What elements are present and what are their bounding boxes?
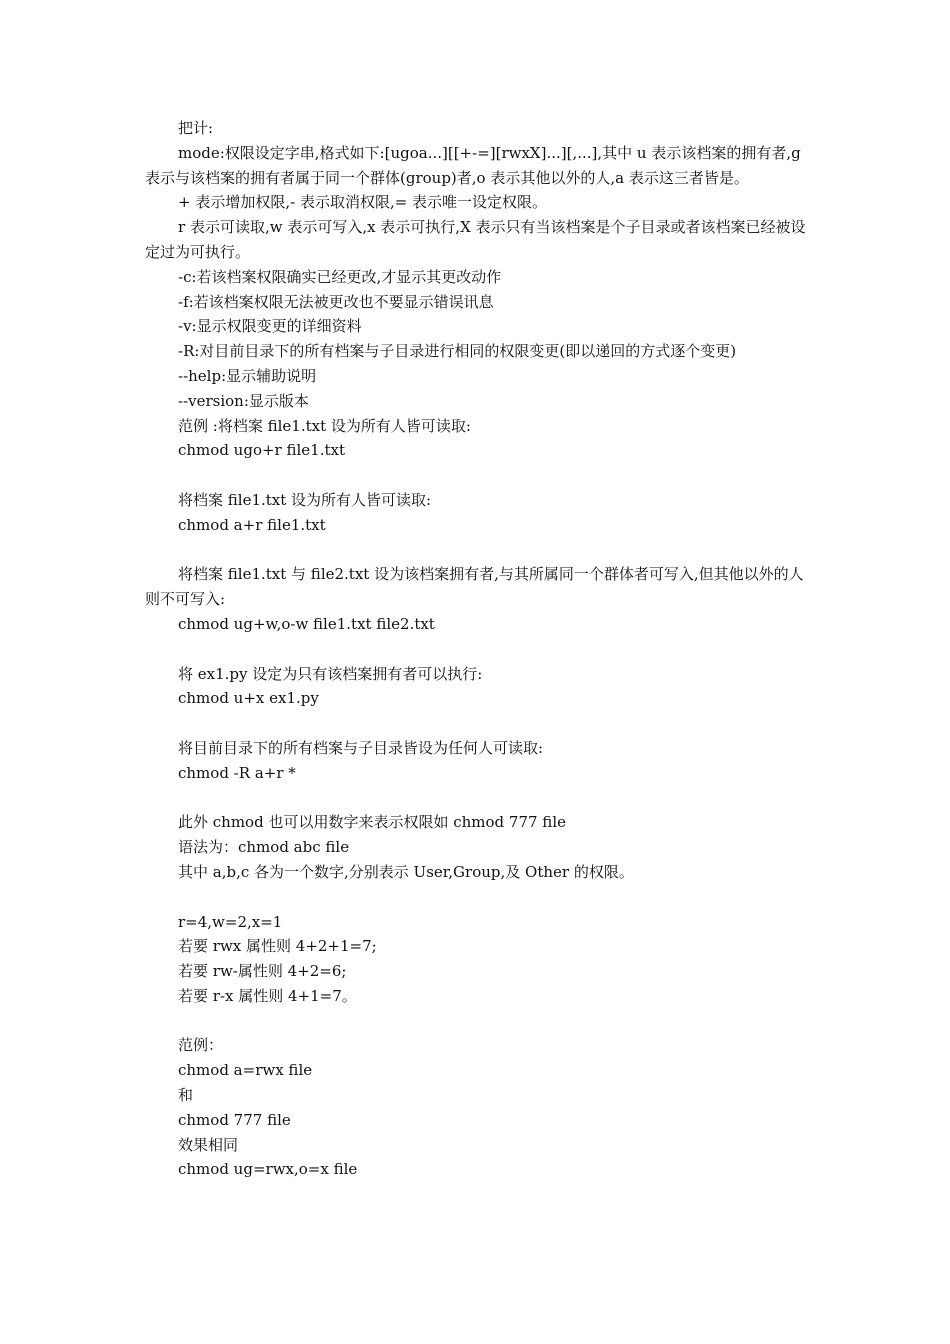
example-label: 范例： (178, 1036, 224, 1055)
option-f: -f:若该档案权限无法被更改也不要显示错误讯息 (178, 292, 494, 311)
blank-line (145, 711, 810, 736)
operator-description: + 表示增加权限,- 表示取消权限,= 表示唯一设定权限。 (178, 193, 548, 212)
permission-values: r=4,w=2,x=1 (178, 912, 283, 931)
example-command-b: chmod 777 file (178, 1110, 291, 1129)
conjunction: 和 (178, 1086, 194, 1105)
blank-line (145, 1009, 810, 1034)
example-1-command: chmod ugo+r file1.txt (178, 441, 345, 460)
blank-line (145, 786, 810, 811)
rwx-value: 若要 rwx 属性则 4+2+1=7; (178, 937, 377, 956)
rw-value: 若要 rw-属性则 4+2=6; (178, 962, 347, 981)
abc-description: 其中 a,b,c 各为一个数字,分别表示 User,Group,及 Other 的权限。 (178, 862, 634, 881)
option-r: -R:对目前目录下的所有档案与子目录进行相同的权限变更(即以递回的方式逐个变更) (178, 342, 737, 361)
blank-line (145, 637, 810, 662)
option-v: -v:显示权限变更的详细资料 (178, 317, 362, 336)
example-2-command: chmod a+r file1.txt (178, 515, 326, 534)
option-version: --version:显示版本 (178, 391, 309, 410)
document-body (145, 116, 810, 1182)
paragraph-title: 把计: (178, 119, 214, 137)
example-3-command: chmod ug+w,o-w file1.txt file2.txt (178, 614, 435, 633)
numeric-intro: 此外 chmod 也可以用数字来表示权限如 chmod 777 file (178, 813, 566, 832)
syntax-line: 语法为：chmod abc file (178, 838, 350, 857)
option-c: -c:若该档案权限确实已经更改,才显示其更改动作 (178, 267, 502, 286)
example-5-description: 将目前目录下的所有档案与子目录皆设为任何人可读取: (178, 738, 544, 757)
blank-line (145, 463, 810, 488)
same-effect-text: 效果相同 (178, 1135, 239, 1154)
example-2-description: 将档案 file1.txt 设为所有人皆可读取: (178, 490, 432, 509)
example-1-description: 范例 :将档案 file1.txt 设为所有人皆可读取: (178, 416, 471, 435)
example-command-c: chmod ug=rwx,o=x file (178, 1160, 358, 1179)
blank-line (145, 538, 810, 563)
example-4-description: 将 ex1.py 设定为只有该档案拥有者可以执行: (178, 664, 483, 683)
rx-value: 若要 r-x 属性则 4+1=7。 (178, 986, 357, 1005)
example-3-description: 将档案 file1.txt 与 file2.txt 设为该档案拥有者,与其所属同一个群体者可写入,但其他以外的人则不可写入: (145, 565, 804, 609)
blank-line (145, 885, 810, 910)
example-5-command: chmod -R a+r * (178, 763, 296, 782)
option-help: --help:显示辅助说明 (178, 366, 317, 385)
permission-letter-description: r 表示可读取,w 表示可写入,x 表示可执行,X 表示只有当该档案是个子目录或者该档案已经被设定过为可执行。 (145, 218, 806, 261)
example-4-command: chmod u+x ex1.py (178, 689, 319, 708)
mode-description: mode:权限设定字串,格式如下:[ugoa...][[+-=][rwxX]...][,...],其中 u 表示该档案的拥有者,g 表示与该档案的拥有者属于同一个群体(group)者,o 表示其他以外的人,a 表示这三者皆是。 (145, 143, 801, 187)
example-command-a: chmod a=rwx file (178, 1061, 313, 1080)
